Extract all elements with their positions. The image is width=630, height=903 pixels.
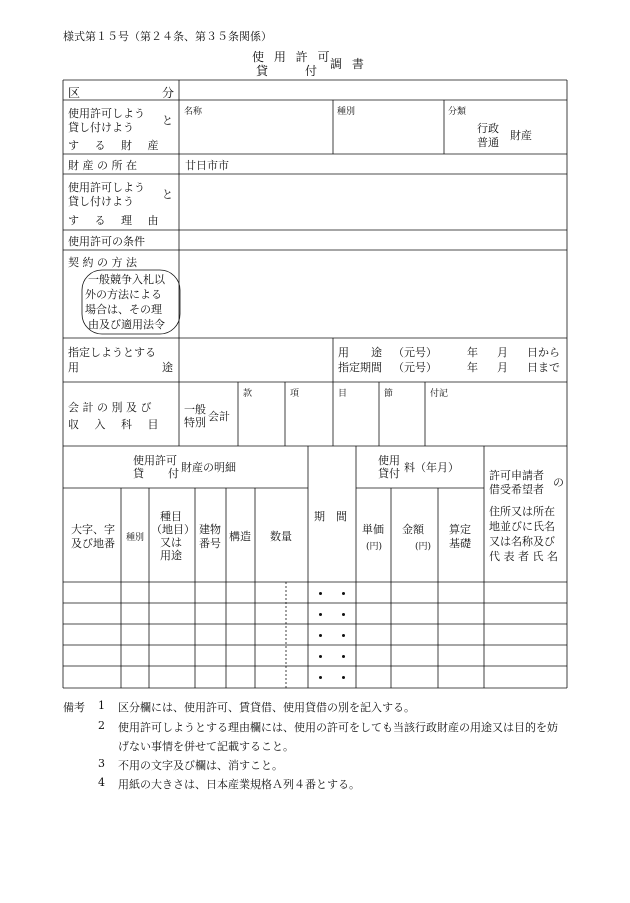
accounting-label-line2: 収 入 科 目 (68, 418, 165, 431)
col-kouzou: 構造 (229, 530, 251, 543)
col-tatemono-2: 番号 (199, 537, 221, 550)
note-num-1: 1 (98, 699, 105, 712)
note-num-4: 4 (98, 776, 105, 789)
title-bottom-right: 付 (305, 64, 318, 78)
location-value: 廿日市市 (185, 159, 229, 172)
conditions-label: 使用許可の条件 (68, 235, 145, 248)
col-kingaku-yen: (円) (415, 542, 432, 552)
accounting-kou: 項 (290, 389, 300, 399)
applicant-desc-3: 又は名称及び (489, 535, 555, 548)
property-line2: 貸し付けよう (68, 121, 134, 134)
contract-paren-4: 由及び適用法令 (88, 318, 165, 331)
applicant-desc-1: 住所又は所在 (489, 505, 555, 518)
applicant-bottom: 借受希望者 (489, 483, 544, 496)
period-dot (319, 676, 322, 679)
note-num-2: 2 (98, 719, 105, 732)
property-zaisan: 財産 (510, 129, 532, 142)
title-bottom-left: 貸 (256, 64, 269, 78)
reason-line2: 貸し付けよう (68, 195, 134, 208)
col-shubetsu: 種別 (126, 533, 145, 543)
reason-line1: 使用許可しよう (68, 181, 145, 194)
detail-header-suffix: 財産の明細 (181, 461, 236, 474)
use-tsuki-to: 月 (497, 361, 508, 374)
applicant-top: 許可申請者 (489, 469, 544, 482)
accounting-fuki: 付記 (430, 389, 449, 399)
note-text-2b: げない事情を併せて記載すること。 (118, 740, 294, 753)
col-kingaku: 金額 (402, 523, 424, 536)
use-label-left: 用 (68, 361, 79, 374)
property-category-label: 分類 (448, 107, 467, 117)
col-tanka: 単価 (362, 523, 384, 536)
applicant-desc-4: 代 表 者 氏 名 (489, 550, 558, 563)
detail-header-bottom-right: 付 (168, 467, 179, 480)
use-hikara: 日から (527, 346, 560, 359)
property-name-label: 名称 (184, 107, 203, 117)
kubun-label-left: 区 (68, 86, 81, 100)
note-text-4: 用紙の大きさは、日本産業規格Ａ列４番とする。 (118, 778, 360, 791)
use-tsuki-from: 月 (497, 346, 508, 359)
fee-top: 使用 (378, 454, 400, 467)
col-santei-2: 基礎 (449, 537, 471, 550)
use-gengo-to: （元号） (393, 361, 437, 374)
title-top: 使 用 許 可 (252, 50, 333, 64)
applicant-desc-2: 地並びに氏名 (489, 520, 555, 533)
use-youto: 用 途 (338, 346, 382, 359)
fee-suffix: 料（年月） (404, 461, 459, 474)
col-tatemono-1: 建物 (199, 523, 221, 536)
use-nen-to: 年 (467, 361, 478, 374)
location-label: 財 産 の 所 在 (68, 159, 137, 172)
property-gyosei: 行政 (477, 122, 499, 135)
property-line1: 使用許可しよう (68, 107, 145, 120)
use-gengo-from: （元号） (393, 346, 437, 359)
contract-paren-2: 外の方法による (85, 288, 162, 301)
period-dot (319, 613, 322, 616)
accounting-ippan: 一般 (184, 403, 206, 416)
contract-paren-3: 場合は、その理 (85, 303, 162, 316)
contract-paren-1: 一般競争入札以 (88, 273, 165, 286)
period-dot (342, 613, 345, 616)
col-santei-1: 算定 (449, 523, 471, 536)
col-kikan: 期 間 (314, 510, 347, 523)
title-suffix: 調 書 (330, 57, 367, 71)
use-nen-from: 年 (467, 346, 478, 359)
col-aza-1: 大字、字 (71, 523, 115, 536)
property-type-label: 種別 (337, 107, 356, 117)
detail-header-bottom-left: 貸 (133, 467, 144, 480)
period-dot (319, 592, 322, 595)
note-text-2: 使用許可しようとする理由欄には、使用の許可をしても当該行政財産の用途又は目的を妨 (118, 721, 558, 734)
contract-label: 契 約 の 方 法 (68, 256, 137, 269)
accounting-kaikei: 会計 (208, 410, 230, 423)
period-dot (342, 655, 345, 658)
period-dot (342, 592, 345, 595)
col-chimoku-4: 用途 (160, 549, 182, 562)
col-chimoku-1: 種目 (160, 510, 182, 523)
use-label-right: 途 (162, 361, 173, 374)
accounting-label-line1: 会 計 の 別 及 び (68, 401, 152, 414)
col-aza-2: 及び地番 (71, 537, 115, 550)
reason-to: と (162, 188, 173, 201)
fee-bottom: 貸付 (378, 467, 400, 480)
accounting-kan: 款 (243, 389, 253, 399)
period-dot (342, 676, 345, 679)
use-label-line1: 指定しようとする (68, 346, 156, 359)
applicant-no: の (553, 476, 564, 489)
note-num-3: 3 (98, 757, 105, 770)
col-tanka-yen: (円) (366, 542, 383, 552)
accounting-setsu: 節 (384, 389, 394, 399)
period-dot (319, 655, 322, 658)
property-line3: す る 財 産 (68, 139, 165, 152)
period-dot (342, 634, 345, 637)
use-himade: 日まで (527, 361, 560, 374)
col-chimoku-3: 又は (160, 536, 182, 549)
detail-header-top: 使用許可 (133, 454, 177, 467)
property-futsu: 普通 (477, 136, 499, 149)
property-to: と (162, 114, 173, 127)
note-text-3: 不用の文字及び欄は、消すこと。 (118, 759, 283, 772)
accounting-tokubetsu: 特別 (184, 416, 206, 429)
note-text-1: 区分欄には、使用許可、賃貸借、使用貸借の別を記入する。 (118, 701, 415, 714)
use-shitei-kikan: 指定期間 (338, 361, 382, 374)
col-chimoku-2: （地目） (151, 523, 195, 536)
form-number: 様式第１５号（第２４条、第３５条関係） (63, 30, 272, 43)
reason-line3: す る 理 由 (68, 214, 165, 227)
kubun-label-right: 分 (162, 86, 175, 100)
accounting-moku: 目 (338, 389, 348, 399)
col-suryo: 数量 (270, 530, 292, 543)
notes-label: 備考 (63, 701, 85, 714)
period-dot (319, 634, 322, 637)
